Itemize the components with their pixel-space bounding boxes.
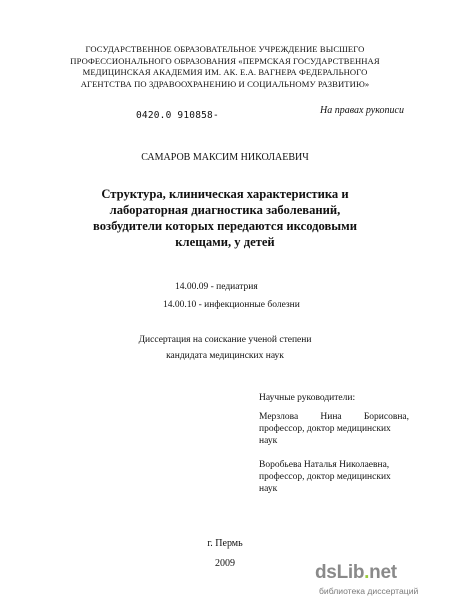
watermark-subtitle: библиотека диссертаций	[319, 586, 419, 596]
specialty-code: 14.00.10 - инфекционные болезни	[163, 300, 300, 310]
supervisors-heading: Научные руководители:	[259, 393, 356, 403]
header-line: ПРОФЕССИОНАЛЬНОГО ОБРАЗОВАНИЯ «ПЕРМСКАЯ ГОСУДАРСТВЕННАЯ	[70, 55, 380, 66]
supervisor-second	[259, 459, 409, 495]
manuscript-rights-note: На правах рукописи	[320, 105, 404, 116]
supervisor-given-name: Нина	[320, 412, 342, 422]
supervisor-title-end: наук	[259, 436, 278, 446]
title-line: Структура, клиническая характеристика и	[101, 187, 349, 201]
supervisor-first	[259, 411, 409, 447]
header-line: АГЕНТСТВА ПО ЗДРАВООХРАНЕНИЮ И СОЦИАЛЬНОМУ РАЗВИТИЮ»	[80, 78, 370, 89]
watermark-logo-tld: net	[369, 562, 397, 583]
degree-line: Диссертация на соискание ученой степени	[138, 335, 312, 345]
supervisor-surname: Мерзлова	[259, 412, 299, 422]
institution-header	[20, 44, 430, 90]
supervisor-name: Воробьева Наталья Николаевна,	[259, 460, 390, 470]
supervisor-title: профессор, доктор медицинских	[259, 472, 391, 482]
watermark-logo-main: dsLib	[315, 562, 365, 583]
supervisor-title-end: наук	[259, 484, 278, 494]
author-name: САМАРОВ МАКСИМ НИКОЛАЕВИЧ	[141, 152, 309, 163]
year: 2009	[215, 558, 235, 569]
header-line: ГОСУДАРСТВЕННОЕ ОБРАЗОВАТЕЛЬНОЕ УЧРЕЖДЕНИЕ ВЫСШЕГО	[85, 44, 365, 54]
degree-statement	[0, 332, 450, 364]
city: г. Пермь	[207, 538, 243, 549]
watermark-logo-dot: .	[364, 562, 370, 583]
watermark-logo	[315, 562, 397, 584]
header-line: МЕДИЦИНСКАЯ АКАДЕМИЯ ИМ. АК. Е.А. ВАГНЕРА ФЕДЕРАЛЬНОГО	[82, 67, 368, 77]
supervisor-patronymic: Борисовна,	[363, 412, 409, 422]
dslib-watermark	[315, 558, 443, 600]
registration-code: 0420.0 910858-	[136, 110, 219, 121]
degree-line: кандидата медицинских наук	[166, 351, 284, 361]
supervisor-title: профессор, доктор медицинских	[259, 424, 391, 434]
dissertation-title	[60, 186, 390, 250]
specialty-code: 14.00.09 - педиатрия	[175, 282, 258, 292]
title-line: клещами, у детей	[175, 235, 275, 249]
title-line: лабораторная диагностика заболеваний,	[109, 203, 341, 217]
title-line: возбудители которых передаются иксодовыми	[93, 219, 357, 233]
supervisor-name-row	[259, 411, 409, 423]
